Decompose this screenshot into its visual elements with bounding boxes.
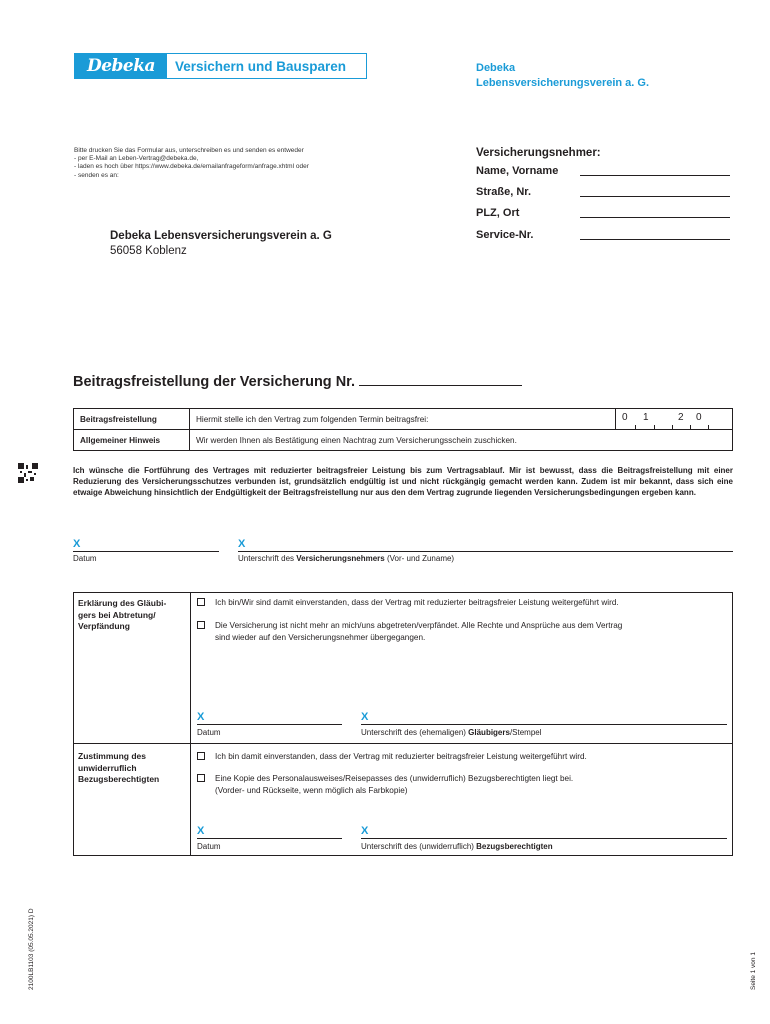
company-name (476, 61, 649, 91)
date-label: Datum (197, 842, 221, 851)
creditor-option-text (215, 620, 622, 643)
date-tick (654, 425, 655, 429)
row-label: Beitragsfreistellung (74, 409, 190, 429)
field-label: Name, Vorname (476, 165, 559, 177)
field-label: PLZ, Ort (476, 207, 520, 219)
policyholder-street-field[interactable] (476, 186, 730, 198)
page-title (73, 371, 522, 390)
date-tick (635, 425, 636, 429)
instruction-line: Bitte drucken Sie das Formular aus, unterschreiben es und senden es entweder (74, 147, 304, 154)
sign-mark: X (361, 711, 369, 723)
recipient-address (110, 229, 332, 259)
recipient-name: Debeka Lebensversicherungsverein a. G (110, 230, 332, 242)
row-label: Allgemeiner Hinweis (74, 430, 190, 450)
instruction-line: - senden es an: (74, 171, 119, 179)
sig-prefix: Unterschrift des (unwiderruflich) (361, 842, 477, 851)
date-digit: 1 (643, 412, 649, 423)
option-line: sind wieder auf den Versicherungsnehmer übergegangen. (215, 632, 426, 642)
page-number: Seite 1 von 1 (750, 952, 757, 990)
signature-label (238, 554, 454, 563)
beneficiary-option-text: Ich bin damit einverstanden, dass der Vertrag mit reduzierter beitragsfreier Leistung weitergeführt wird. (215, 752, 587, 761)
sig-suffix: (Vor- und Zuname) (384, 554, 455, 563)
beneficiary-label (78, 751, 159, 786)
policyholder-title: Versicherungsnehmer: (476, 147, 601, 159)
sig-bold: Gläubigers (468, 728, 510, 737)
label-line: gers bei Abtretung/ (78, 609, 156, 620)
divider (190, 592, 191, 856)
sign-mark: X (361, 825, 369, 837)
beneficiary-signature-line[interactable] (361, 838, 727, 839)
date-field[interactable] (615, 409, 732, 429)
creditor-consent-checkbox[interactable] (197, 598, 205, 606)
sig-prefix: Unterschrift des (238, 554, 297, 563)
beneficiary-option-text (215, 773, 573, 796)
label-line: unwiderruflich (78, 762, 137, 773)
company-line1: Debeka (476, 62, 516, 74)
policyholder-signature-line[interactable] (238, 551, 733, 552)
instructions (74, 147, 309, 180)
debeka-logo (74, 53, 367, 79)
option-line: Die Versicherung ist nicht mehr an mich/uns abgetreten/verpfändet. Alle Rechte und Ansprüche aus dem Vertrag (215, 621, 623, 630)
divider (73, 743, 733, 744)
recipient-city: 56058 Koblenz (110, 245, 187, 257)
logo-tagline: Versichern und Bausparen (175, 58, 347, 74)
table-row (74, 409, 732, 429)
sign-mark: X (197, 825, 205, 837)
label-line: Erklärung des Gläubi- (78, 598, 167, 608)
creditor-option-text: Ich bin/Wir sind damit einverstanden, dass der Vertrag mit reduzierter beitragsfreier Leistung weitergeführt wird. (215, 598, 619, 607)
creditor-date-line[interactable] (197, 724, 342, 725)
logo-brand: Debeka (75, 54, 167, 78)
signature-label (361, 728, 542, 737)
date-tick (672, 425, 673, 429)
label-line: Bezugsberechtigten (78, 774, 160, 784)
statement-text: Ich wünsche die Fortführung des Vertrages mit reduzierter beitragsfreier Leistung bis zum Vertragsablauf. Mir ist bewusst, dass die Beitragsfreistellung mit einer Reduzierung des Versicherungsschutzes verbunden ist, grundsätzlich endgültig ist und nicht rückgängig gemacht werden kann. Zudem ist mir bekannt, dass sich eine etwaige Abweichung hinsichtlich der Endgültigkeit der Beitragsfreistellung nur aus den dem Vertrag zugrunde liegenden Versicherungsbedingungen ergeben kann. (73, 466, 733, 497)
date-tick (690, 425, 691, 429)
beneficiary-date-line[interactable] (197, 838, 342, 839)
heading-text: Beitragsfreistellung der Versicherung Nr. (73, 374, 356, 390)
instruction-line: - per E-Mail an Leben-Vertrag@debeka.de, (74, 155, 199, 163)
policyholder-city-field[interactable] (476, 207, 730, 219)
field-line[interactable] (580, 165, 730, 176)
sig-bold: Bezugsberechtigten (476, 842, 553, 851)
policyholder-name-field[interactable] (476, 165, 730, 177)
beneficiary-id-checkbox[interactable] (197, 774, 205, 782)
date-digit: 0 (696, 412, 702, 423)
date-sign-line[interactable] (73, 551, 219, 552)
policy-number-field[interactable] (359, 371, 522, 386)
table-row (74, 429, 732, 450)
sign-mark: X (238, 538, 246, 550)
instruction-line: - laden es hoch über https://www.debeka.de/emailanfrageform/anfrage.xhtml oder (74, 163, 309, 171)
date-digit: 2 (678, 412, 684, 423)
label-line: Verpfändung (78, 621, 130, 631)
signature-label (361, 842, 553, 851)
field-label: Service-Nr. (476, 229, 534, 241)
field-line[interactable] (580, 186, 730, 197)
qr-code-icon (18, 463, 38, 483)
date-digit: 0 (622, 412, 628, 423)
option-line: Eine Kopie des Personalausweises/Reisepasses des (unwiderruflich) Bezugsberechtigten liegt bei. (215, 774, 574, 783)
date-label: Datum (73, 554, 97, 563)
field-line[interactable] (580, 207, 730, 218)
option-line: (Vorder- und Rückseite, wenn möglich als Farbkopie) (215, 785, 408, 795)
row-text: Hiermit stelle ich den Vertrag zum folgenden Termin beitragsfrei: (196, 414, 429, 424)
field-label: Straße, Nr. (476, 186, 532, 198)
sig-bold: Versicherungsnehmers (296, 554, 385, 563)
company-line2: Lebensversicherungsverein a. G. (476, 77, 650, 89)
creditor-label (78, 598, 166, 633)
row-text: Wir werden Ihnen als Bestätigung einen Nachtrag zum Versicherungsschein zuschicken. (196, 435, 517, 445)
contribution-table (73, 408, 733, 451)
date-label: Datum (197, 728, 221, 737)
sign-mark: X (197, 711, 205, 723)
form-id: 2100LB1103 (05.05.2021) D (28, 908, 35, 990)
creditor-signature-line[interactable] (361, 724, 727, 725)
sign-mark: X (73, 538, 81, 550)
label-line: Zustimmung des (78, 751, 147, 761)
policyholder-service-field[interactable] (476, 229, 730, 241)
creditor-released-checkbox[interactable] (197, 621, 205, 629)
date-tick (708, 425, 709, 429)
field-line[interactable] (580, 229, 730, 240)
sig-suffix: /Stempel (509, 728, 542, 737)
sig-prefix: Unterschrift des (ehemaligen) (361, 728, 469, 737)
beneficiary-consent-checkbox[interactable] (197, 752, 205, 760)
